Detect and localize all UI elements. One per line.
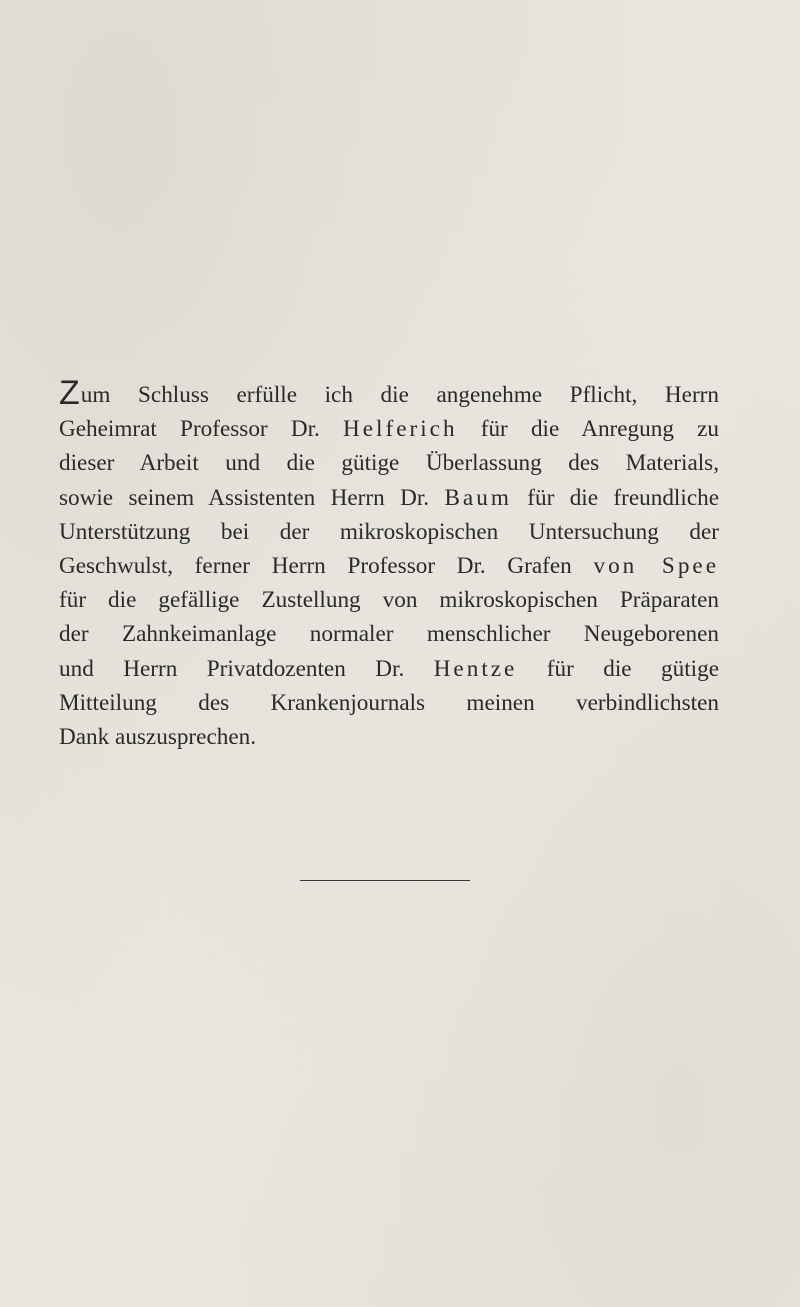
line-text-post: für die freundliche — [511, 484, 719, 511]
acknowledgement-paragraph — [59, 376, 719, 754]
spaced-name: Helferich — [343, 416, 458, 443]
text-line-9 — [59, 652, 719, 686]
line-text: um Schluss erfülle ich die angenehme Pflicht, Herrn — [80, 382, 719, 408]
spaced-name: Baum — [444, 484, 512, 511]
line-text-post: für die Anregung zu — [457, 416, 719, 443]
line-text: der Zahnkeimanlage normaler menschlicher Neugeborenen — [59, 621, 719, 648]
line-text-pre: Geschwulst, ferner Herrn Professor Dr. Grafen — [59, 553, 594, 580]
line-text-post: für die gütige — [517, 655, 720, 682]
section-divider-rule — [300, 880, 470, 881]
line-text: Dank auszusprechen. — [59, 724, 257, 751]
text-line-7 — [59, 583, 719, 617]
line-text: Mitteilung des Krankenjournals meinen verbindlichsten — [59, 689, 719, 716]
text-line-11 — [59, 720, 719, 754]
text-line-6 — [59, 549, 719, 583]
text-line-10 — [59, 686, 719, 720]
initial-letter: Z — [59, 374, 80, 412]
line-text-pre: Geheimrat Professor Dr. — [59, 416, 343, 443]
line-text: für die gefällige Zustellung von mikroskopischen Präparaten — [59, 587, 719, 614]
text-line-4 — [59, 481, 719, 515]
line-text: dieser Arbeit und die gütige Überlassung des Materials, — [59, 450, 719, 477]
text-line-5 — [59, 515, 719, 549]
text-line-8 — [59, 617, 719, 651]
line-text-pre: und Herrn Privatdozenten Dr. — [59, 655, 434, 682]
line-text: Unterstützung bei der mikroskopischen Untersuchung der — [59, 518, 719, 545]
line-text-pre: sowie seinem Assistenten Herrn Dr. — [59, 484, 445, 511]
text-line-2 — [59, 412, 719, 446]
text-line-3 — [59, 446, 719, 480]
text-line-1 — [59, 376, 719, 412]
spaced-name: von Spee — [593, 553, 720, 580]
spaced-name: Hentze — [433, 655, 518, 682]
